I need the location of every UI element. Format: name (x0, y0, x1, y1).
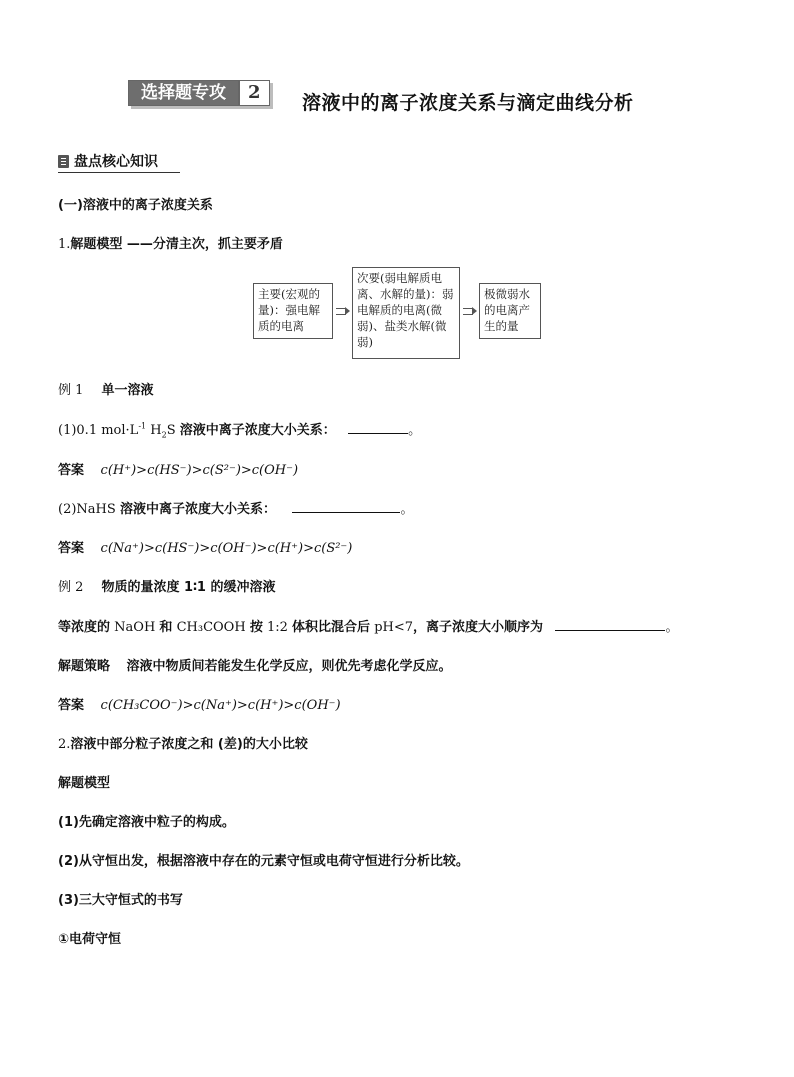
item2-number: 2. (58, 737, 71, 752)
arrow-right-icon (336, 307, 350, 315)
item2-heading (58, 733, 308, 752)
q2-text: 溶液中离子浓度大小关系： (119, 502, 276, 517)
example1-answer2 (58, 537, 352, 556)
answer-text: c(Na⁺)>c(HS⁻)>c(OH⁻)>c(H⁺)>c(S²⁻) (100, 541, 353, 556)
example1-label: 例 1 (58, 383, 84, 398)
q-ratio: 1:2 (266, 620, 288, 635)
q-ph: pH<7 (374, 620, 414, 635)
badge-label: 选择题专攻 (129, 81, 238, 105)
q2-formula: (2)NaHS (58, 502, 116, 517)
arrow-right-icon (463, 307, 477, 315)
q1-concentration: (1)0.1 mol·L (58, 423, 139, 438)
q-naoh: NaOH (114, 620, 156, 635)
flow-box-minor: 极微弱水的电离产生的量 (479, 283, 541, 339)
example1-answer1 (58, 459, 298, 478)
q1-exponent: -1 (138, 421, 147, 431)
example1-q1 (58, 419, 421, 438)
part-heading: (一)溶液中的离子浓度关系 (58, 198, 213, 213)
example1-q2 (58, 498, 414, 517)
charge-conservation: ①电荷守恒 (58, 932, 122, 947)
q1-end: 。 (408, 423, 422, 438)
example2-heading (58, 576, 275, 595)
step-1: (1)先确定溶液中粒子的构成。 (58, 815, 235, 830)
page-title: 溶液中的离子浓度关系与滴定曲线分析 (302, 92, 634, 114)
q1-subscript: 2 (161, 430, 167, 440)
document-icon (58, 155, 69, 168)
step-3: (3)三大守恒式的书写 (58, 893, 183, 908)
q1-text: 溶液中离子浓度大小关系： (179, 423, 336, 438)
q-acetic-acid: CH₃COOH (176, 620, 246, 635)
q-text: 等浓度的 (58, 620, 111, 635)
item1-number: 1. (58, 237, 71, 252)
example1-title: 单一溶液 (101, 383, 154, 398)
badge-number: 2 (238, 81, 269, 105)
answer-label: 答案 (58, 463, 85, 478)
flow-box-primary: 主要(宏观的量)：强电解质的电离 (253, 283, 333, 339)
answer-label: 答案 (58, 698, 85, 713)
q2-end: 。 (400, 502, 414, 517)
answer-blank[interactable] (348, 421, 408, 434)
strategy-text: 溶液中物质间若能发生化学反应，则优先考虑化学反应。 (126, 659, 452, 674)
item1-title: 解题模型 ——分清主次，抓主要矛盾 (70, 237, 283, 252)
strategy-label: 解题策略 (58, 659, 111, 674)
answer-blank[interactable] (292, 500, 400, 513)
model-label: 解题模型 (58, 776, 111, 791)
example2-title: 物质的量浓度 1∶1 的缓冲溶液 (101, 580, 276, 595)
example2-question (58, 616, 678, 635)
q1-formula: H (146, 423, 162, 438)
example1-heading (58, 379, 154, 398)
flow-box-secondary: 次要(弱电解质电离、水解的量)：弱电解质的电离(微弱)、盐类水解(微弱) (352, 267, 460, 359)
answer-label: 答案 (58, 541, 85, 556)
q-text: ，离子浓度大小顺序为 (413, 620, 544, 635)
item2-title: 溶液中部分粒子浓度之和 (差)的大小比较 (70, 737, 308, 752)
example2-answer (58, 694, 341, 713)
answer-text: c(CH₃COO⁻)>c(Na⁺)>c(H⁺)>c(OH⁻) (100, 698, 341, 713)
q-text: 体积比混合后 (292, 620, 371, 635)
q-end: 。 (665, 620, 679, 635)
q1-formula-tail: S (166, 423, 176, 438)
item1-heading (58, 233, 283, 252)
step-2: (2)从守恒出发，根据溶液中存在的元素守恒或电荷守恒进行分析比较。 (58, 854, 469, 869)
section-title: 盘点核心知识 (74, 154, 158, 170)
q-text: 和 (159, 620, 173, 635)
section-underline (58, 172, 180, 173)
example2-label: 例 2 (58, 580, 84, 595)
answer-text: c(H⁺)>c(HS⁻)>c(S²⁻)>c(OH⁻) (100, 463, 299, 478)
example2-strategy (58, 655, 452, 674)
answer-blank[interactable] (555, 618, 665, 631)
q-text: 按 (249, 620, 263, 635)
topic-badge (128, 80, 270, 106)
